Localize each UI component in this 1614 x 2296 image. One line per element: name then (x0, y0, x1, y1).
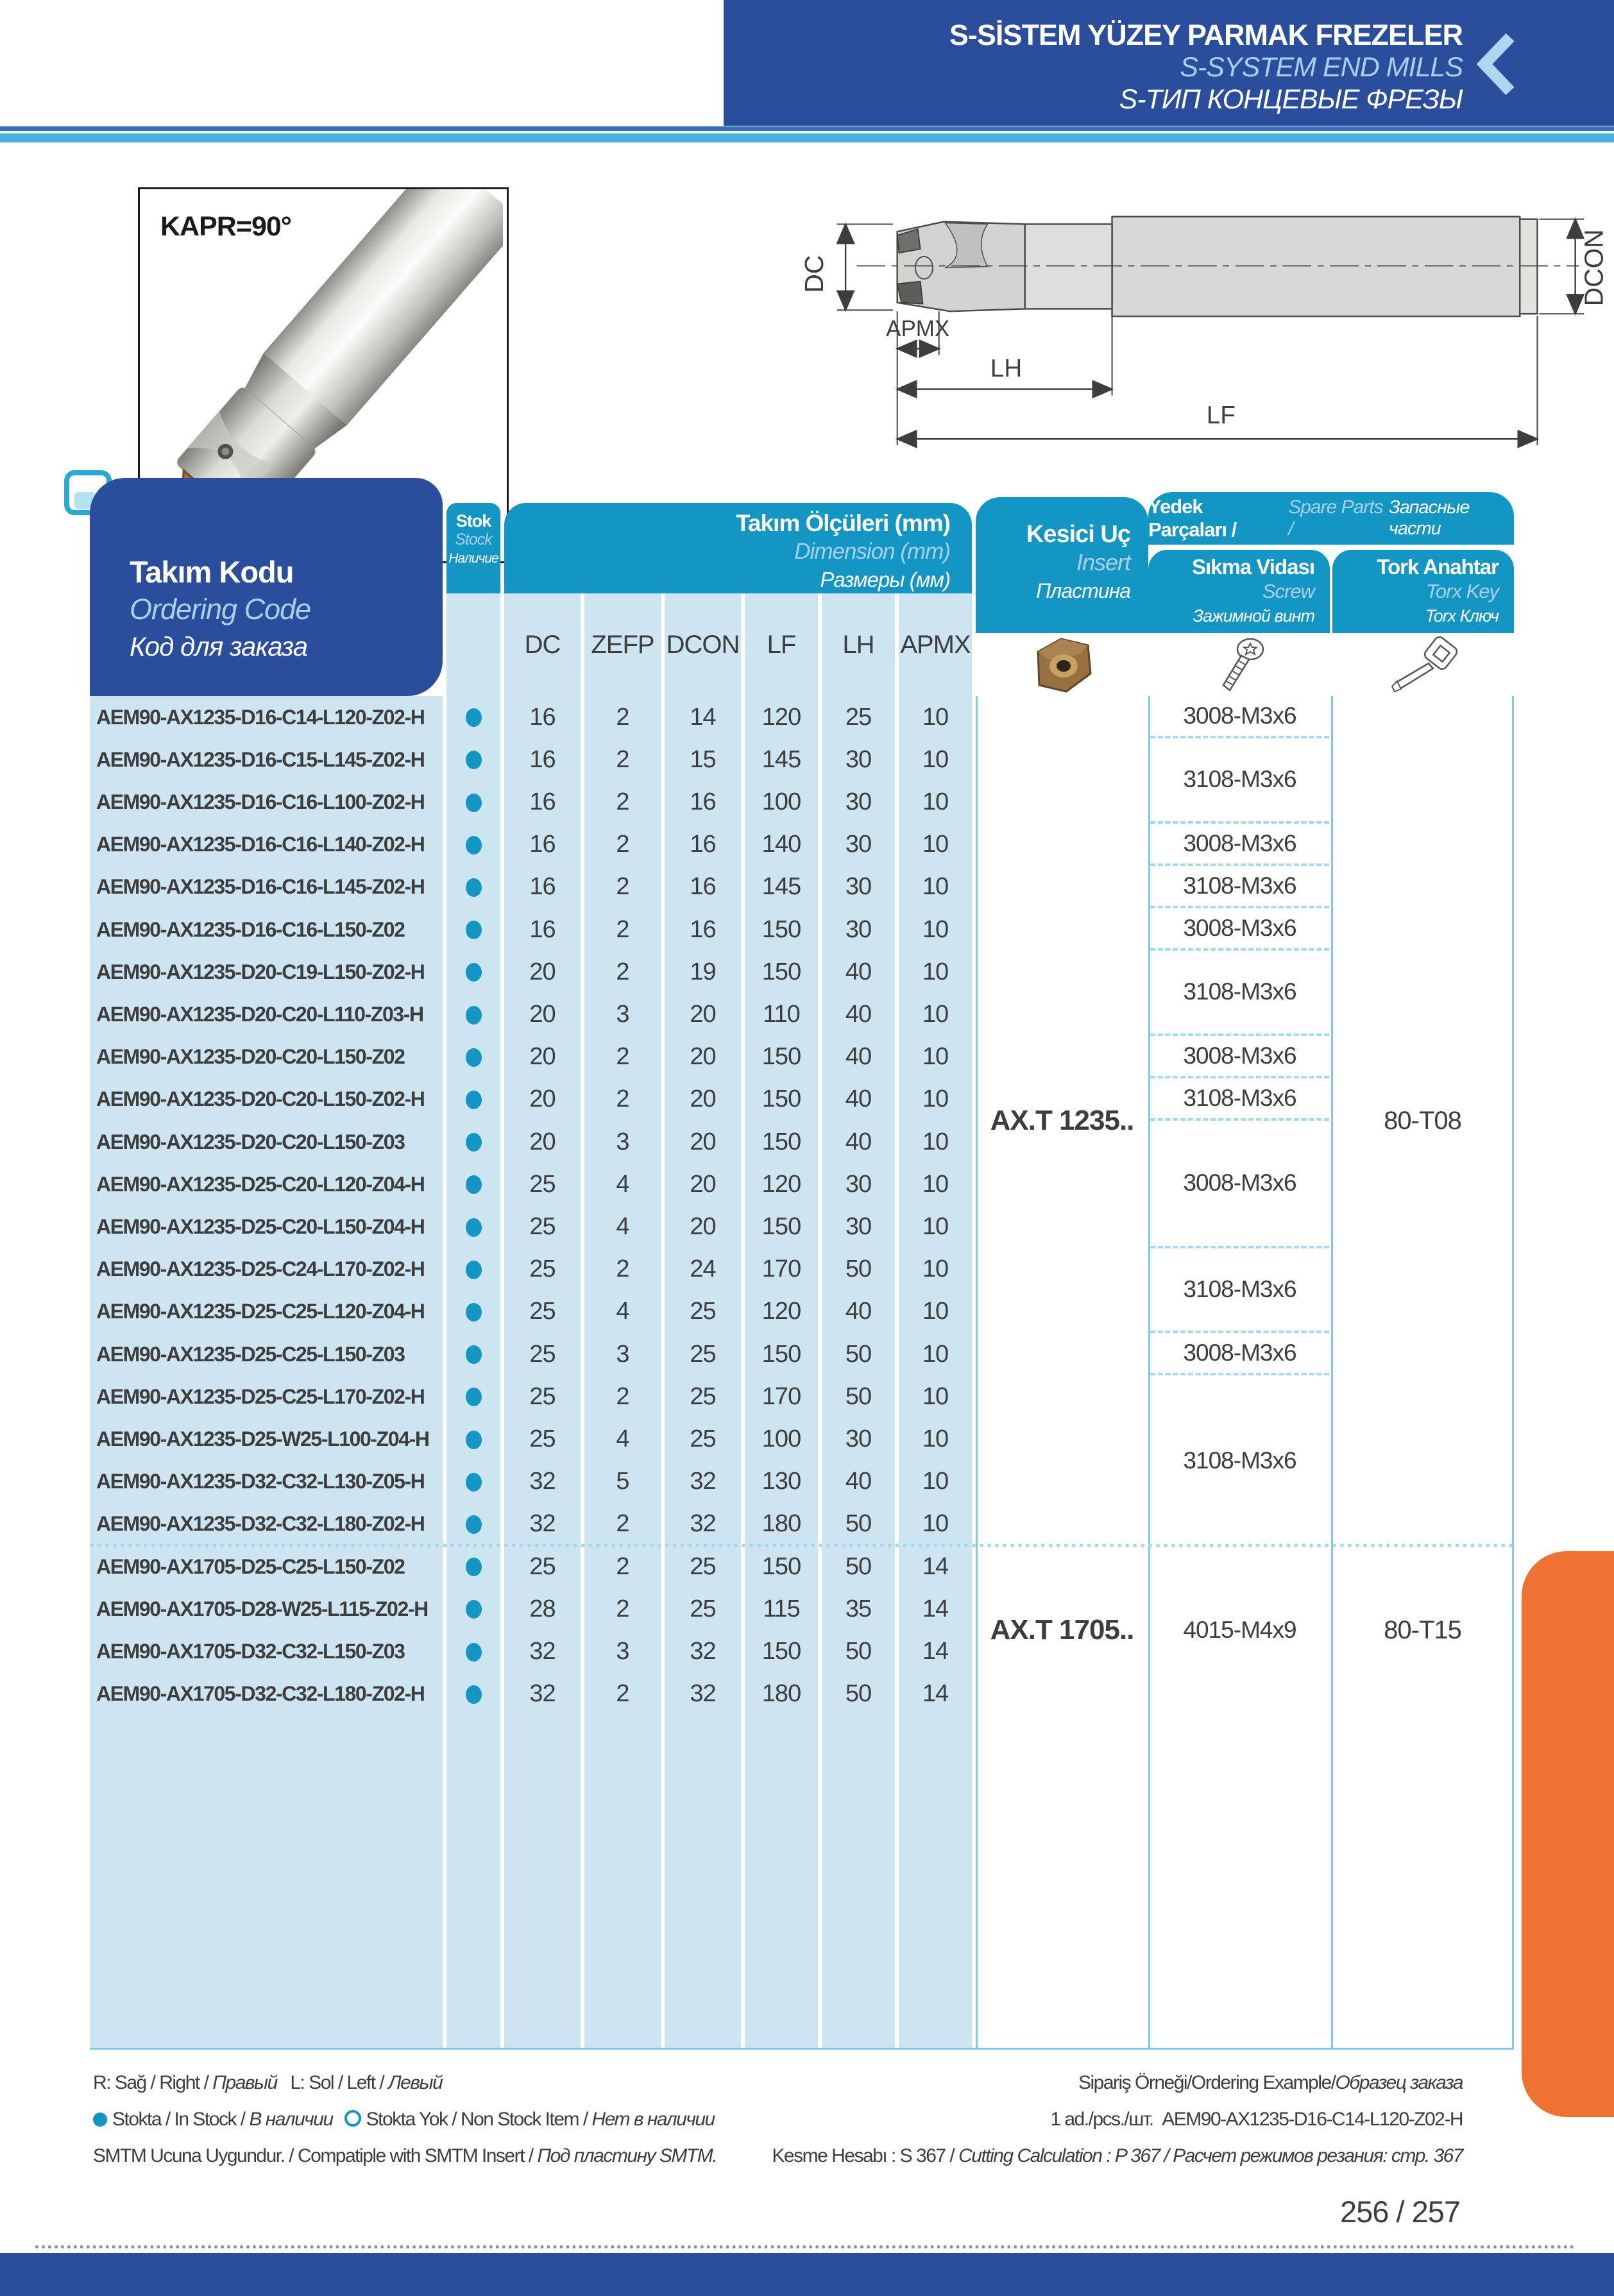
table-cell-dim: 120 (761, 1298, 801, 1325)
table-cell-dim: 25 (690, 1340, 716, 1368)
stock-subheader-cell (446, 593, 500, 696)
table-cell-dim: 25 (690, 1595, 716, 1622)
table-cell-dim: 25 (529, 1255, 556, 1283)
table-cell-dim: 14 (922, 1595, 949, 1622)
table-cell-dim: 4 (616, 1170, 629, 1198)
table-cell-dim: 40 (845, 1298, 872, 1325)
table-cell-dim: 2 (616, 1510, 629, 1538)
dim-col-label-apmx: APMX (899, 593, 972, 696)
table-cell-dim: 150 (761, 1128, 801, 1155)
footer-smtm-ru: Под пластину SMTM. (537, 2145, 717, 2166)
footer-rl-line (93, 2064, 717, 2101)
non-stock-ring-icon (344, 2110, 361, 2127)
table-row-code: AEM90-AX1235-D16-C15-L145-Z02-H (96, 747, 425, 771)
table-cell-dim: 40 (845, 958, 872, 985)
stock-header (446, 503, 500, 593)
table-cell-dim: 10 (922, 1510, 949, 1538)
screw-cell: 3008-M3x6 (1150, 1121, 1329, 1248)
footer-smtm: SMTM Ucuna Uygundur. / Compatiple with SMTM Insert / (93, 2145, 533, 2166)
stock-column-stripe (446, 696, 500, 2050)
table-cell-dim: 3 (616, 1637, 629, 1665)
table-cell-dim: 110 (763, 1000, 800, 1028)
table-cell-dim: 25 (690, 1298, 716, 1325)
insert-header-tr: Kesici Uç (1026, 521, 1130, 548)
table-cell-dim: 140 (761, 831, 801, 858)
table-cell-dim: 25 (529, 1212, 556, 1240)
table-cell-dim: 10 (922, 1468, 949, 1495)
table-cell-dim: 20 (690, 1000, 716, 1028)
ordering-code-header (90, 478, 443, 696)
table-cell-dim: 2 (616, 1255, 629, 1283)
screw-image-cell (1148, 633, 1331, 696)
table-row-code: AEM90-AX1235-D25-C20-L150-Z04-H (96, 1214, 425, 1238)
table-cell-dim: 14 (922, 1637, 949, 1665)
footer-stock-out-ru: Нет в наличии (591, 2109, 715, 2130)
page-title-ru: S-ТИП КОНЦЕВЫЕ ФРЕЗЫ (1119, 84, 1463, 115)
stock-dot-icon (466, 1091, 482, 1109)
table-cell-dim: 3 (616, 1340, 629, 1368)
table-cell-dim: 32 (529, 1468, 556, 1495)
stock-dot-icon (466, 836, 482, 855)
table-cell-dim: 180 (761, 1510, 801, 1538)
table-cell-dim: 30 (845, 831, 872, 858)
dim-label-apmx: APMX (886, 316, 950, 342)
table-cell-dim: 16 (690, 831, 716, 858)
table-cell-dim: 25 (529, 1340, 556, 1368)
table-cell-dim: 20 (529, 1000, 556, 1028)
screw-cell: 3108-M3x6 (1183, 1447, 1296, 1474)
table-row-code: AEM90-AX1235-D16-C16-L140-Z02-H (96, 833, 425, 856)
table-cell-dim: 3 (616, 1128, 629, 1155)
stock-dot-icon (466, 1345, 482, 1364)
table-cell-dim: 150 (761, 1212, 801, 1240)
table-bottom-line (90, 2048, 1514, 2050)
stock-header-ru: Наличие (448, 551, 498, 566)
footer-l-ru: Левый (388, 2072, 443, 2093)
footer-notes-right (772, 2064, 1463, 2174)
table-cell-dim: 16 (529, 831, 556, 858)
table-cell-dim: 30 (845, 1212, 872, 1240)
table-cell-dim: 50 (845, 1637, 872, 1665)
table-cell-dim: 25 (690, 1425, 716, 1452)
torx-header-tr: Tork Anahtar (1377, 555, 1499, 579)
stock-dot-icon (466, 1006, 482, 1025)
table-row-code: AEM90-AX1235-D20-C20-L110-Z03-H (96, 1002, 423, 1026)
table-cell-dim: 2 (616, 915, 629, 943)
footer-stock-out: Stokta Yok / Non Stock Item / (366, 2109, 588, 2130)
table-cell-dim: 4 (616, 1425, 629, 1452)
table-cell-dim: 120 (761, 703, 801, 731)
table-cell-dim: 14 (922, 1552, 949, 1580)
header-stripe-cyan (0, 133, 1614, 142)
table-cell-dim: 50 (845, 1340, 872, 1368)
table-cell-dim: 10 (922, 1212, 949, 1240)
table-cell-dim: 14 (922, 1680, 949, 1708)
spare-parts-header-ru: Запасные части (1388, 497, 1470, 539)
table-cell-dim: 40 (845, 1128, 872, 1155)
dim-col-label-lh: LH (822, 593, 895, 696)
dimensions-header-ru: Размеры (мм) (820, 568, 950, 591)
table-cell-dim: 50 (845, 1510, 872, 1538)
table-cell-dim: 20 (529, 1128, 556, 1155)
table-cell-dim: 10 (922, 1340, 949, 1368)
dim-label-dc: DC (799, 255, 829, 293)
product-table (90, 478, 1514, 2050)
stock-dot-icon (466, 708, 482, 727)
table-cell-dim: 30 (845, 788, 872, 815)
stock-dot-icon (466, 1133, 482, 1152)
table-cell-dim: 170 (761, 1382, 801, 1410)
block-separator-line (90, 1543, 1514, 1547)
dim-col-label-dc: DC (504, 593, 581, 696)
table-row-code: AEM90-AX1235-D20-C20-L150-Z03 (96, 1130, 405, 1153)
table-cell-dim: 30 (845, 873, 872, 901)
table-cell-dim: 32 (529, 1680, 556, 1708)
table-cell-dim: 10 (922, 873, 949, 901)
footer-notes-left (93, 2064, 717, 2174)
stock-dot-icon (466, 1643, 482, 1662)
stock-dot-icon (466, 1473, 482, 1492)
table-cell-dim: 115 (763, 1595, 800, 1622)
spare-parts-header-en: Spare Parts / (1288, 497, 1383, 540)
insert-header-ru: Пластина (1036, 579, 1130, 602)
stock-dot-icon (466, 1261, 482, 1279)
table-row-code: AEM90-AX1235-D16-C14-L120-Z02-H (96, 705, 425, 729)
table-cell-dim: 150 (761, 1552, 801, 1580)
table-cell-dim: 20 (529, 958, 556, 985)
page-title-tr: S-SİSTEM YÜZEY PARMAK FREZELER (949, 19, 1463, 51)
table-cell-dim: 2 (616, 873, 629, 901)
table-cell-dim: 10 (922, 1425, 949, 1452)
table-cell-dim: 16 (690, 915, 716, 943)
table-cell-dim: 30 (845, 915, 872, 943)
table-cell-dim: 10 (922, 745, 949, 773)
table-cell-dim: 16 (529, 788, 556, 815)
dimensions-header-en: Dimension (mm) (794, 539, 950, 564)
table-cell-dim: 30 (845, 1425, 872, 1452)
torx-header-en: Torx Key (1425, 580, 1499, 602)
table-row-code: AEM90-AX1235-D25-C20-L120-Z04-H (96, 1172, 425, 1196)
page-edge-tab (1522, 1551, 1614, 2117)
table-cell-dim: 28 (529, 1595, 556, 1622)
table-cell-dim: 16 (529, 745, 556, 773)
cutting-calc-line (772, 2138, 1463, 2174)
screw-header (1148, 550, 1330, 633)
ordering-example-title-latin: Sipariş Örneği/Ordering Example/ (1078, 2072, 1336, 2093)
table-cell-dim: 20 (529, 1085, 556, 1113)
table-cell-dim: 2 (616, 831, 629, 858)
table-cell-dim: 15 (690, 745, 716, 773)
table-cell-dim: 25 (529, 1425, 556, 1452)
dim-label-dcon: DCON (1579, 229, 1609, 307)
screw-cell: 3008-M3x6 (1150, 1036, 1329, 1078)
table-cell-dim: 2 (616, 958, 629, 985)
table-cell-dim: 10 (922, 1000, 949, 1028)
screw-cell: 3108-M3x6 (1150, 951, 1329, 1035)
masthead-titles (949, 19, 1463, 115)
screw-header-ru: Зажимной винт (1193, 606, 1314, 625)
dimension-diagram (763, 160, 1610, 475)
table-cell-dim: 35 (845, 1595, 872, 1622)
screw-cell: 3008-M3x6 (1150, 908, 1329, 951)
screw-header-tr: Sıkma Vidası (1191, 555, 1314, 579)
footer-r-ru: Правый (212, 2072, 277, 2093)
table-cell-dim: 2 (616, 703, 629, 731)
table-cell-dim: 150 (761, 1043, 801, 1071)
table-cell-dim: 150 (761, 1340, 801, 1368)
table-cell-dim: 2 (616, 745, 629, 773)
table-cell-dim: 25 (690, 1552, 716, 1580)
table-row-code: AEM90-AX1235-D32-C32-L180-Z02-H (96, 1512, 425, 1536)
dimensions-header-tr: Takım Ölçüleri (mm) (736, 510, 950, 536)
table-cell-dim: 16 (690, 788, 716, 815)
insert-header-en: Insert (1076, 549, 1130, 575)
stock-dot-icon (466, 1685, 482, 1704)
table-cell-dim: 16 (690, 873, 716, 901)
dim-col-label-zefp: ZEFP (584, 593, 661, 696)
screw-cell: 3108-M3x6 (1150, 1078, 1329, 1121)
torx-code-label: 80-T15 (1384, 1615, 1461, 1644)
table-cell-dim: 50 (845, 1552, 872, 1580)
table-cell-dim: 25 (529, 1170, 556, 1198)
table-cell-dim: 50 (845, 1255, 872, 1283)
table-cell-dim: 150 (761, 915, 801, 943)
table-cell-dim: 14 (690, 703, 716, 731)
insert-icon (1029, 635, 1096, 694)
table-cell-dim: 10 (922, 1382, 949, 1410)
table-row-code: AEM90-AX1235-D25-W25-L100-Z04-H (96, 1427, 429, 1450)
table-cell-dim: 50 (845, 1382, 872, 1410)
table-cell-dim: 40 (845, 1000, 872, 1028)
table-row-code: AEM90-AX1235-D20-C20-L150-Z02 (96, 1045, 405, 1069)
table-cell-dim: 150 (761, 1637, 801, 1665)
screw-cell: 3108-M3x6 (1150, 1248, 1329, 1333)
stock-dot-icon (466, 1515, 482, 1534)
screw-cell: 3008-M3x6 (1150, 1333, 1329, 1375)
table-cell-dim: 19 (690, 958, 716, 985)
table-cell-dim: 16 (529, 703, 556, 731)
table-cell-dim: 10 (922, 1170, 949, 1198)
cutting-calc-en: Cutting Calculation : P 367 / (958, 2145, 1169, 2166)
dim-label-lf: LF (1206, 402, 1236, 429)
table-row-code: AEM90-AX1235-D20-C20-L150-Z02-H (96, 1087, 425, 1111)
page-number: 256 / 257 (1339, 2195, 1460, 2229)
footer-stock-in: Stokta / In Stock / (112, 2109, 245, 2130)
insert-photo-cell (976, 633, 1148, 696)
ordering-example-title-ru: Образец заказа (1335, 2072, 1463, 2093)
table-cell-dim: 32 (690, 1637, 716, 1665)
screw-icon (1213, 635, 1267, 694)
table-cell-dim: 10 (922, 703, 949, 731)
table-cell-dim: 130 (761, 1468, 801, 1495)
table-cell-dim: 32 (529, 1637, 556, 1665)
table-cell-dim: 2 (616, 1043, 629, 1071)
dim-col-label-lf: LF (745, 593, 818, 696)
table-row-code: AEM90-AX1235-D16-C16-L100-Z02-H (96, 790, 425, 813)
table-row-code: AEM90-AX1235-D16-C16-L150-Z02 (96, 917, 405, 941)
table-cell-dim: 10 (922, 1043, 949, 1071)
table-cell-dim: 10 (922, 1255, 949, 1283)
table-row-code: AEM90-AX1235-D32-C32-L130-Z05-H (96, 1470, 425, 1493)
table-cell-dim: 2 (616, 1085, 629, 1113)
back-chevron-icon (1477, 33, 1516, 95)
table-cell-dim: 10 (922, 915, 949, 943)
ordering-example-line (772, 2101, 1463, 2138)
footer-stock-legend (93, 2101, 717, 2138)
screw-cell: 3108-M3x6 (1150, 738, 1329, 823)
table-cell-dim: 20 (690, 1043, 716, 1071)
table-row-code: AEM90-AX1235-D25-C25-L170-Z02-H (96, 1384, 425, 1408)
footer-smtm-line (93, 2138, 717, 2174)
dim-col-label-dcon: DCON (665, 593, 741, 696)
table-cell-dim: 32 (690, 1510, 716, 1538)
table-cell-dim: 30 (845, 1170, 872, 1198)
table-cell-dim: 25 (529, 1382, 556, 1410)
ordering-code-header-ru: Код для заказа (130, 631, 308, 661)
table-cell-dim: 10 (922, 1128, 949, 1155)
screw-cell: 3008-M3x6 (1150, 824, 1329, 866)
screw-cell: 4015-M4x9 (1183, 1617, 1296, 1644)
stock-dot-icon (466, 921, 482, 939)
table-row-code: AEM90-AX1705-D32-C32-L150-Z03 (96, 1639, 405, 1663)
table-cell-dim: 24 (690, 1255, 716, 1283)
kapr-label: KAPR=90° (160, 211, 291, 242)
screw-cell: 3108-M3x6 (1150, 866, 1329, 908)
ordering-example-title (772, 2064, 1463, 2101)
table-cell-dim: 25 (845, 703, 872, 731)
table-cell-dim: 10 (922, 831, 949, 858)
table-cell-dim: 4 (616, 1212, 629, 1240)
table-cell-dim: 16 (529, 915, 556, 943)
table-row-code: AEM90-AX1235-D25-C25-L150-Z03 (96, 1342, 405, 1366)
cutting-calc-ru: Расчет режимов резания: стр. 367 (1173, 2145, 1463, 2166)
table-cell-dim: 2 (616, 1382, 629, 1410)
stock-dot-icon (466, 878, 482, 897)
table-cell-dim: 32 (690, 1680, 716, 1708)
header-stripe-blue (0, 126, 1614, 131)
footer-dotted-rule (35, 2245, 1575, 2249)
table-cell-dim: 2 (616, 1552, 629, 1580)
table-row-code: AEM90-AX1235-D20-C19-L150-Z02-H (96, 960, 425, 983)
torx-header (1332, 550, 1514, 633)
table-cell-dim: 145 (761, 745, 801, 773)
table-cell-dim: 145 (761, 873, 801, 901)
in-stock-dot-icon (93, 2113, 107, 2127)
ordering-example-code: AEM90-AX1235-D16-C14-L120-Z02-H (1162, 2109, 1463, 2130)
table-cell-dim: 30 (845, 745, 872, 773)
ordering-code-header-en: Ordering Code (130, 593, 311, 625)
table-cell-dim: 25 (690, 1382, 716, 1410)
table-cell-dim: 25 (529, 1298, 556, 1325)
table-cell-dim: 32 (690, 1468, 716, 1495)
page-title-en: S-SYSTEM END MILLS (1180, 52, 1463, 83)
dim-label-lh: LH (990, 355, 1023, 383)
screw-cell: 3008-M3x6 (1150, 696, 1329, 738)
footer-l-label: L: Sol / Left / (290, 2072, 384, 2093)
table-cell-dim: 20 (529, 1043, 556, 1071)
footer-r-label: R: Sağ / Right / (93, 2072, 208, 2093)
table-cell-dim: 40 (845, 1043, 872, 1071)
table-cell-dim: 40 (845, 1085, 872, 1113)
stock-header-tr: Stok (455, 511, 491, 531)
table-row-code: AEM90-AX1705-D25-C25-L150-Z02 (96, 1554, 405, 1578)
table-cell-dim: 20 (690, 1212, 716, 1240)
table-cell-dim: 32 (529, 1510, 556, 1538)
table-cell-dim: 10 (922, 788, 949, 815)
spare-parts-header (1148, 492, 1514, 545)
stock-dot-icon (466, 1303, 482, 1322)
torx-code-label: 80-T08 (1384, 1106, 1461, 1135)
dimensions-header (504, 503, 972, 593)
table-cell-dim: 100 (761, 788, 801, 815)
table-cell-dim: 180 (761, 1680, 801, 1708)
table-cell-dim: 5 (616, 1468, 629, 1495)
stock-dot-icon (466, 1218, 482, 1237)
bottom-bar (0, 2253, 1614, 2296)
table-cell-dim: 50 (845, 1680, 872, 1708)
table-cell-dim: 3 (616, 1000, 629, 1028)
table-cell-dim: 150 (761, 1085, 801, 1113)
stock-dot-icon (466, 794, 482, 812)
table-cell-dim: 20 (690, 1128, 716, 1155)
column-border-line (1512, 696, 1514, 2050)
screw-header-en: Screw (1262, 580, 1314, 602)
stock-dot-icon (466, 1048, 482, 1067)
table-cell-dim: 2 (616, 1680, 629, 1708)
table-cell-dim: 2 (616, 1595, 629, 1622)
table-cell-dim: 170 (761, 1255, 801, 1283)
technical-drawing (763, 160, 1610, 475)
torx-key-image-cell (1332, 633, 1514, 696)
ordering-example-qty: 1 ad./pcs./шт. (1050, 2109, 1153, 2130)
stock-dot-icon (466, 1558, 482, 1576)
insert-code-label: AX.T 1235.. (990, 1105, 1134, 1136)
cutting-calc-tr: Kesme Hesabı : S 367 / (772, 2145, 955, 2166)
table-body (90, 696, 1514, 2050)
stock-dot-icon (466, 1431, 482, 1449)
table-row-code: AEM90-AX1235-D16-C16-L145-Z02-H (96, 875, 425, 899)
table-cell-dim: 20 (690, 1170, 716, 1198)
stock-header-en: Stock (455, 531, 492, 548)
table-cell-dim: 10 (922, 1085, 949, 1113)
ordering-code-header-tr: Takım Kodu (130, 555, 294, 589)
table-cell-dim: 16 (529, 873, 556, 901)
insert-code-label: AX.T 1705.. (990, 1614, 1134, 1646)
masthead-band (724, 0, 1614, 126)
table-cell-dim: 25 (529, 1552, 556, 1580)
table-cell-dim: 150 (761, 958, 801, 985)
torx-header-ru: Torx Ключ (1425, 606, 1499, 625)
table-row-code: AEM90-AX1705-D32-C32-L180-Z02-H (96, 1682, 425, 1706)
table-cell-dim: 120 (761, 1170, 801, 1198)
table-row-code: AEM90-AX1705-D28-W25-L115-Z02-H (96, 1597, 428, 1620)
table-cell-dim: 100 (761, 1425, 801, 1452)
table-cell-dim: 10 (922, 958, 949, 985)
table-row-code: AEM90-AX1235-D25-C24-L170-Z02-H (96, 1257, 425, 1281)
insert-header (976, 497, 1148, 633)
table-cell-dim: 10 (922, 1298, 949, 1325)
table-cell-dim: 20 (690, 1085, 716, 1113)
table-cell-dim: 2 (616, 788, 629, 815)
torx-key-icon (1388, 635, 1459, 694)
spare-parts-header-tr: Yedek Parçaları / (1148, 495, 1237, 541)
table-row-code: AEM90-AX1235-D25-C25-L120-Z04-H (96, 1300, 425, 1323)
table-cell-dim: 40 (845, 1468, 872, 1495)
table-cell-dim: 4 (616, 1298, 629, 1325)
footer-stock-in-ru: В наличии (249, 2109, 333, 2130)
